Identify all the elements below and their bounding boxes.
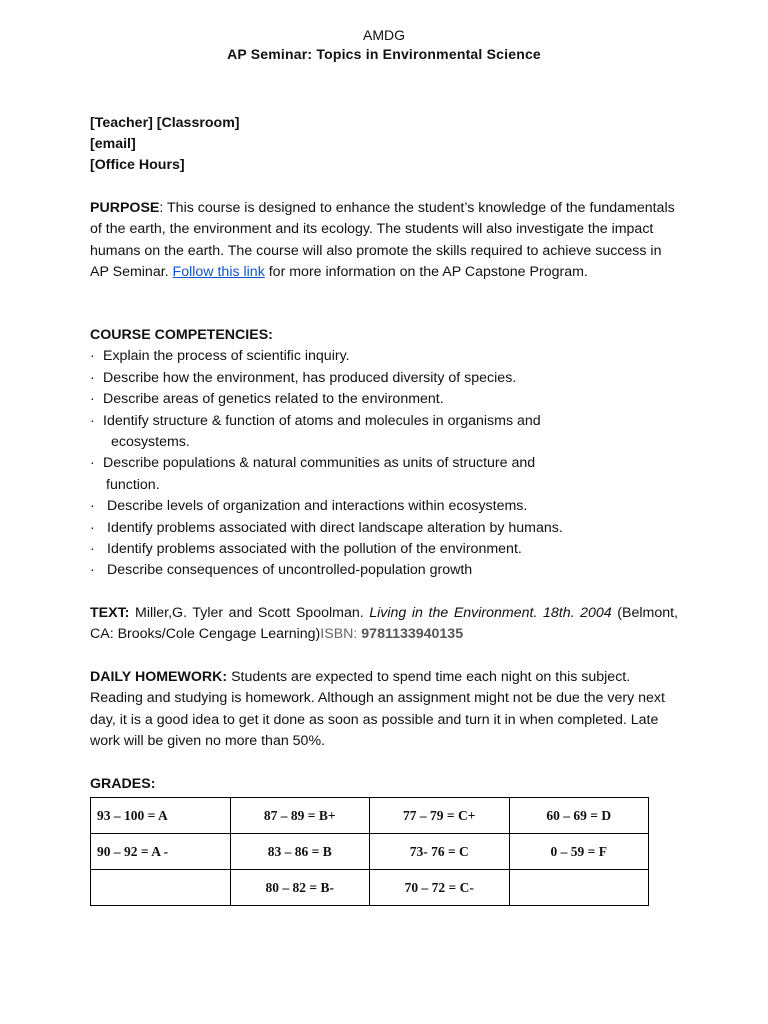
list-item-text: Identify structure & function of atoms and molecules in organisms and xyxy=(103,412,541,429)
publisher: (Belmont, CA: Brooks/Cole Cengage Learning) xyxy=(90,605,678,643)
text-label: TEXT: xyxy=(90,605,130,621)
teacher-classroom: [Teacher] [Classroom] xyxy=(90,115,240,131)
bullet: · xyxy=(90,562,95,579)
list-item xyxy=(90,496,678,517)
bullet: · xyxy=(90,541,95,558)
table-cell: 60 – 69 = D xyxy=(509,798,649,834)
isbn-number: 9781133940135 xyxy=(361,626,464,643)
competencies-list xyxy=(90,346,678,581)
table-row xyxy=(91,870,649,906)
list-item-text: function. xyxy=(106,476,160,493)
list-item-text: Describe levels of organization and interactions within ecosystems. xyxy=(107,498,528,515)
isbn-label: ISBN: xyxy=(320,626,362,643)
bullet: · xyxy=(90,391,95,408)
table-cell: 80 – 82 = B- xyxy=(230,870,370,906)
table-cell: 93 – 100 = A xyxy=(91,798,231,834)
list-item-text: Explain the process of scientific inquiry. xyxy=(103,348,350,365)
bullet: · xyxy=(90,369,95,386)
bullet: · xyxy=(90,498,95,515)
list-item xyxy=(90,368,678,389)
homework-label: DAILY HOMEWORK: xyxy=(90,669,228,685)
table-cell: 73- 76 = C xyxy=(370,834,510,870)
table-cell: 83 – 86 = B xyxy=(230,834,370,870)
list-item-text: Identify problems associated with the pollution of the environment. xyxy=(107,541,522,558)
bullet: · xyxy=(90,412,95,429)
homework-text: Students are expected to spend time each night on this subject. Reading and studying is homework. Although an assignment might not be due the very next day, it is a good idea to get it done as soon as possible and turn it in when completed. Late work will be given no more than 50%. xyxy=(90,669,665,750)
list-item-continuation xyxy=(90,475,678,496)
table-cell: 87 – 89 = B+ xyxy=(230,798,370,834)
table-row xyxy=(91,834,649,870)
bullet: · xyxy=(90,519,95,536)
list-item xyxy=(90,411,678,432)
list-item-text: Identify problems associated with direct landscape alteration by humans. xyxy=(107,519,563,536)
text-paragraph xyxy=(90,603,678,646)
table-cell: 77 – 79 = C+ xyxy=(370,798,510,834)
list-item-text: Describe consequences of uncontrolled-population growth xyxy=(107,562,473,579)
list-item xyxy=(90,453,678,474)
competencies-heading: COURSE COMPETENCIES: xyxy=(90,327,273,343)
contact-block xyxy=(90,113,678,176)
bullet: · xyxy=(90,348,95,365)
purpose-text-end: for more information on the AP Capstone Program. xyxy=(264,264,588,281)
capstone-link[interactable]: Follow this link xyxy=(172,264,265,281)
list-item-text: Describe populations & natural communities as units of structure and xyxy=(103,455,536,472)
purpose-text: : This course is designed to enhance the student’s knowledge of the fundamentals of the earth, the environment and its ecology. The students will also investigate the impact humans on the earth. The course will also promote the skills required to achieve success in AP Seminar. xyxy=(90,200,675,281)
table-cell xyxy=(509,870,649,906)
bullet: · xyxy=(90,455,95,472)
grades-table xyxy=(90,797,649,906)
list-item-continuation xyxy=(90,432,678,453)
list-item-text: Describe how the environment, has produced diversity of species. xyxy=(103,369,517,386)
text-authors: Miller,G. Tyler and Scott Spoolman. xyxy=(129,605,370,621)
list-item xyxy=(90,560,678,581)
competencies-section xyxy=(90,325,678,582)
email: [email] xyxy=(90,136,136,152)
header-motto: AMDG xyxy=(363,27,405,43)
table-cell: 0 – 59 = F xyxy=(509,834,649,870)
purpose-paragraph xyxy=(90,198,678,284)
document-title: AP Seminar: Topics in Environmental Science xyxy=(227,46,541,62)
grades-heading: GRADES: xyxy=(90,776,156,792)
table-row xyxy=(91,798,649,834)
list-item-text: ecosystems. xyxy=(111,434,190,451)
office-hours: [Office Hours] xyxy=(90,157,185,173)
list-item xyxy=(90,346,678,367)
homework-paragraph xyxy=(90,667,678,753)
book-title: Living in the Environment. 18th. 2004 xyxy=(369,605,612,621)
list-item-text: Describe areas of genetics related to the environment. xyxy=(103,391,444,408)
list-item xyxy=(90,539,678,560)
table-cell: 70 – 72 = C- xyxy=(370,870,510,906)
list-item xyxy=(90,518,678,539)
list-item xyxy=(90,389,678,410)
table-cell xyxy=(91,870,231,906)
purpose-label: PURPOSE xyxy=(90,200,160,216)
table-cell: 90 – 92 = A - xyxy=(91,834,231,870)
